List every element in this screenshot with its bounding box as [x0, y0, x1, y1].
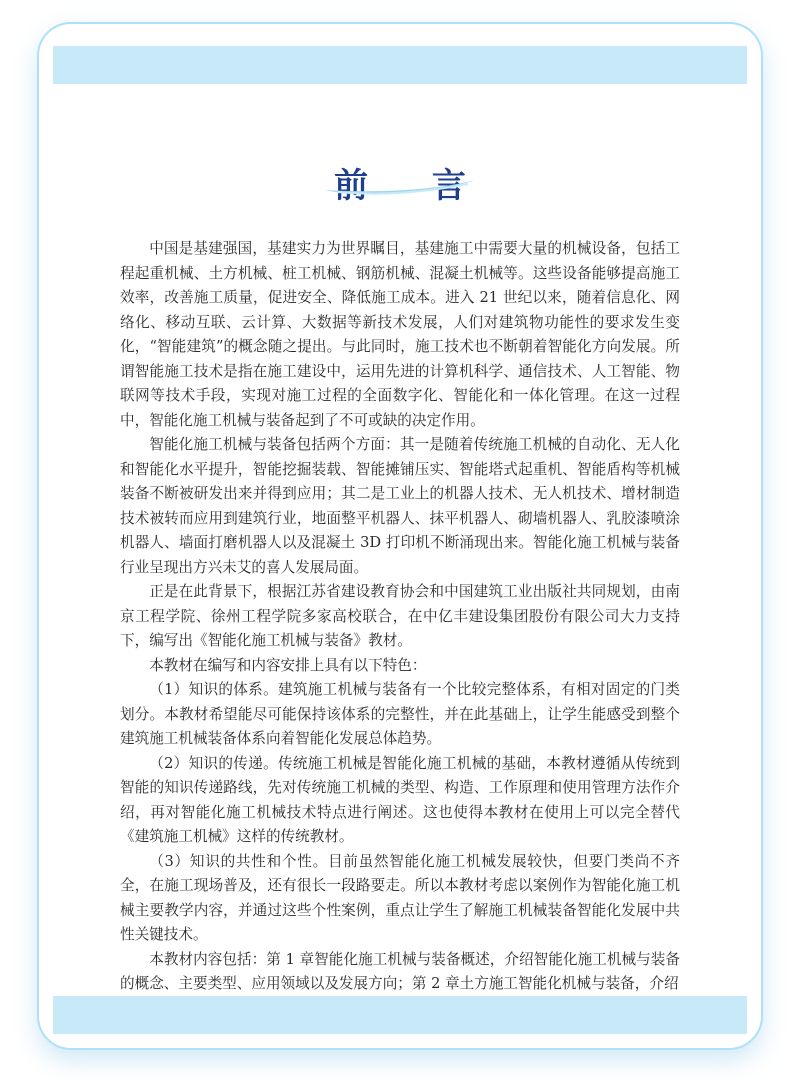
- title-swoosh-decoration: [320, 176, 480, 198]
- footer-band: [53, 996, 747, 1034]
- paragraph: 智能化施工机械与装备包括两个方面：其一是随着传统施工机械的自动化、无人化和智能化水平提升，智能挖掘装载、智能摊铺压实、智能塔式起重机、智能盾构等机械装备不断被研发出来并得到应用；其二是工业上的机器人技术、无人机技术、增材制造技术被转而应用到建筑行业，地面整平机器人、抹平机器人、砌墙机器人、乳胶漆喷涂机器人、墙面打磨机器人以及混凝土 3D 打印机不断涌现出来。智能化施工机械与装备行业呈现出方兴未艾的喜人发展局面。: [120, 436, 680, 576]
- preface-body: [120, 237, 680, 997]
- header-band: [53, 46, 747, 84]
- page-title: 前 言: [334, 165, 492, 206]
- paragraph: 本教材在编写和内容安排上具有以下特色：: [149, 656, 427, 674]
- paragraph: 中国是基建强国，基建实力为世界瞩目，基建施工中需要大量的机械设备，包括工程起重机械、土方机械、桩工机械、钢筋机械、混凝土机械等。这些设备能够提高施工效率，改善施工质量，促进安全、降低施工成本。进入 21 世纪以来，随着信息化、网络化、移动互联、云计算、大数据等新技术发展，人们对建筑物功能性的要求发生变化，“智能建筑”的概念随之提出。与此同时，施工技术也不断朝着智能化方向发展。所谓智能施工技术是指在施工建设中，运用先进的计算机科学、通信技术、人工智能、物联网等技术手段，实现对施工过程的全面数字化、智能化和一体化管理。在这一过程中，智能化施工机械与装备起到了不可或缺的决定作用。: [120, 240, 680, 429]
- paragraph: 正是在此背景下，根据江苏省建设教育协会和中国建筑工业出版社共同规划，由南京工程学院、徐州工程学院多家高校联合，在中亿丰建设集团股份有限公司大力支持下，编写出《智能化施工机械与装备》教材。: [120, 583, 680, 649]
- paragraph: （1）知识的体系。建筑施工机械与装备有一个比较完整体系，有相对固定的门类划分。本教材希望能尽可能保持该体系的完整性，并在此基础上，让学生能感受到整个建筑施工机械装备体系向着智能化发展总体趋势。: [120, 681, 680, 747]
- paragraph: （3）知识的共性和个性。目前虽然智能化施工机械发展较快，但要门类尚不齐全，在施工现场普及，还有很长一段路要走。所以本教材考虑以案例作为智能化施工机械主要教学内容，并通过这些个性案例，重点让学生了解施工机械装备智能化发展中共性关键技术。: [120, 852, 680, 943]
- paragraph: 本教材内容包括：第 1 章智能化施工机械与装备概述，介绍智能化施工机械与装备的概念、主要类型、应用领域以及发展方向；第 2 章土方施工智能化机械与装备，介绍: [120, 950, 680, 992]
- paragraph: （2）知识的传递。传统施工机械是智能化施工机械的基础，本教材遵循从传统到智能的知识传递路线，先对传统施工机械的类型、构造、工作原理和使用管理方法作介绍，再对智能化施工机械技术特点进行阐述。这也使得本教材在使用上可以完全替代《建筑施工机械》这样的传统教材。: [120, 754, 680, 845]
